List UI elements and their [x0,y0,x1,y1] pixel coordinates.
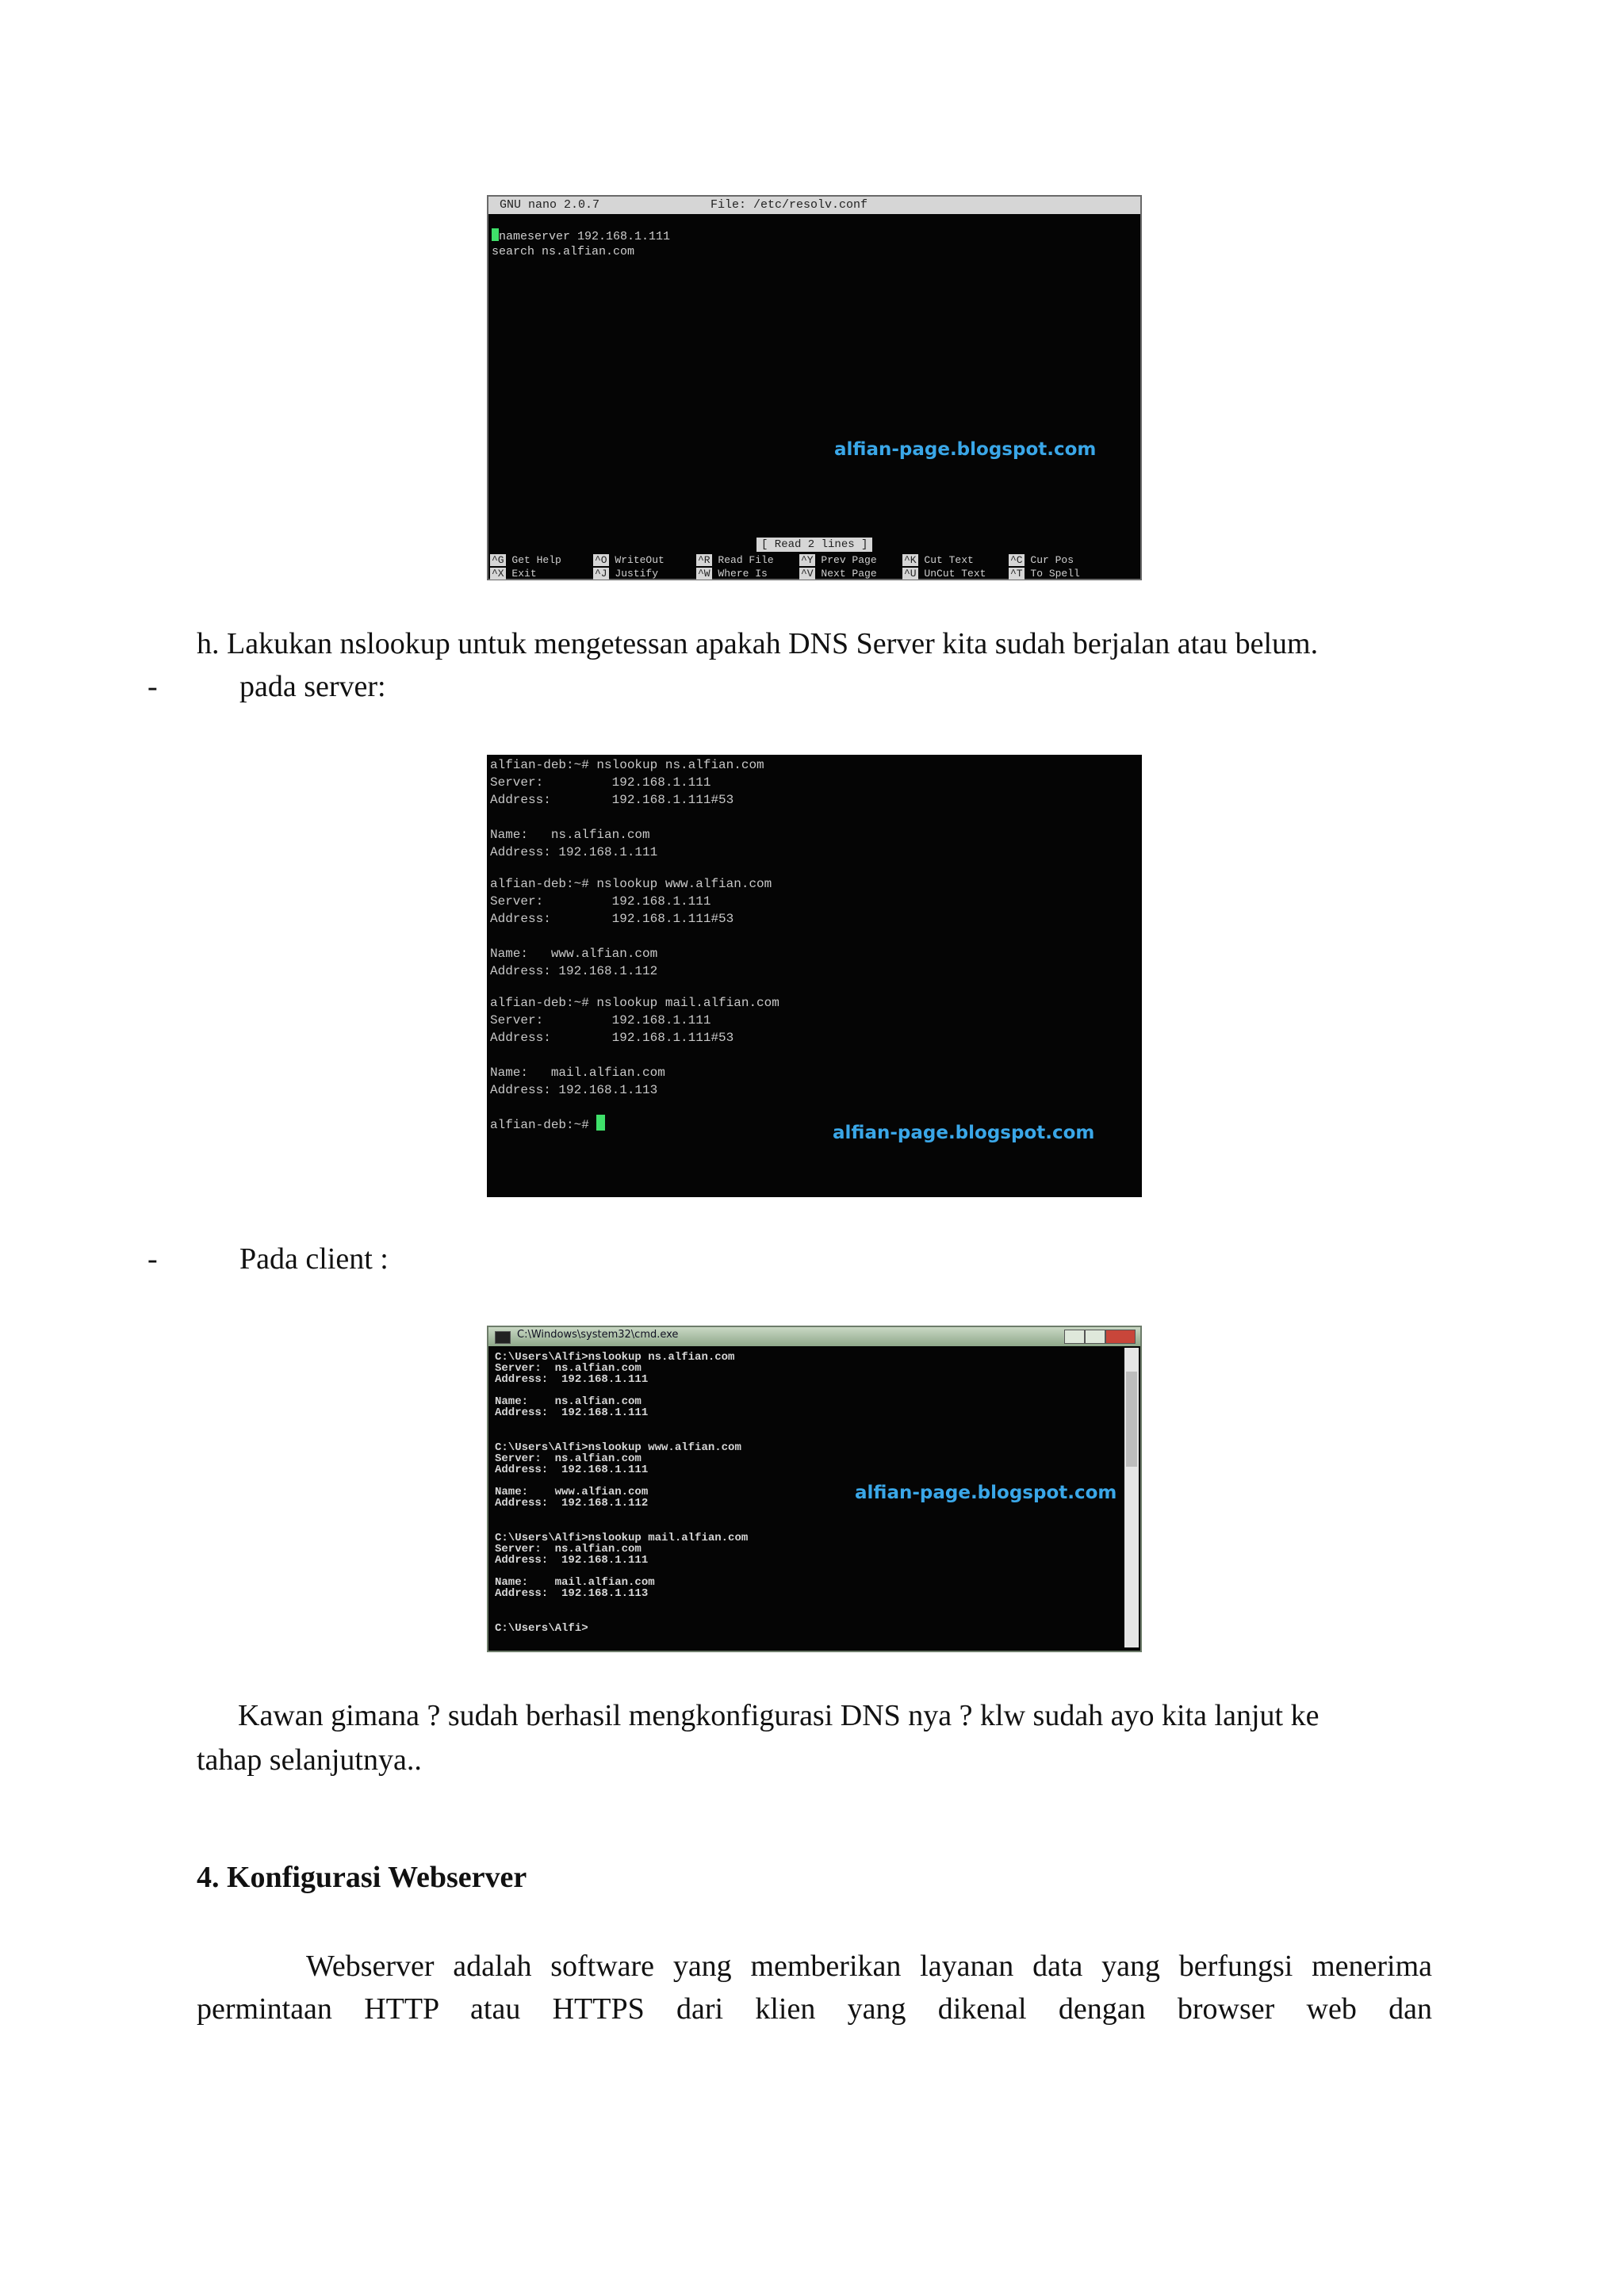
cmd-line: Address: 192.168.1.111 [495,1554,649,1567]
close-button[interactable] [1105,1330,1136,1344]
watermark-text: alfian-page.blogspot.com [833,1123,1095,1143]
nano-shortcut-bar [488,553,1140,580]
cursor-block [492,228,499,241]
terminal-line: alfian-deb:~# nslookup mail.alfian.com [490,996,779,1010]
cmd-line: Address: 192.168.1.111 [495,1373,649,1386]
terminal-line: Name: ns.alfian.com [490,828,650,842]
cmd-line: C:\Users\Alfi>nslookup mail.alfian.com [495,1532,749,1544]
nano-line: search ns.alfian.com [492,245,635,258]
cmd-line: C:\Users\Alfi>nslookup ns.alfian.com [495,1351,735,1364]
bullet-dash: - [147,670,158,703]
cmd-line: Server: ns.alfian.com [495,1452,642,1465]
nano-status: [ Read 2 lines ] [756,538,872,552]
nano-shortcut: ^G Get Help [492,554,561,566]
screenshot-client-cmd [487,1326,1142,1652]
watermark-text: alfian-page.blogspot.com [855,1483,1117,1503]
nano-title-right: File: /etc/resolv.conf [710,198,868,212]
terminal-line: Address: 192.168.1.113 [490,1083,658,1097]
closing-paragraph-line1: Kawan gimana ? sudah berhasil mengkonfigurasi DNS nya ? klw sudah ayo kita lanjut ke [238,1699,1320,1732]
cmd-window-icon [495,1331,511,1344]
cmd-line: C:\Users\Alfi> [495,1622,588,1635]
terminal-line: Address: 192.168.1.111#53 [490,1031,734,1045]
cmd-line: Address: 192.168.1.112 [495,1497,649,1510]
nano-title-left: GNU nano 2.0.7 [500,198,600,212]
closing-paragraph-line2: tahap selanjutnya.. [197,1743,422,1777]
nano-title-bar [488,197,1140,214]
screenshot-nano-resolv-conf [487,195,1142,580]
cmd-line: Server: ns.alfian.com [495,1543,642,1556]
nano-shortcut: ^O WriteOut [595,554,665,566]
cmd-line: Address: 192.168.1.113 [495,1587,649,1600]
section-heading: 4. Konfigurasi Webserver [197,1861,527,1894]
cmd-line: Name: ns.alfian.com [495,1395,642,1408]
cmd-line: Name: mail.alfian.com [495,1576,655,1589]
cmd-scrollbar[interactable] [1124,1348,1139,1647]
webserver-paragraph-line2: permintaan HTTP atau HTTPS dari klien yang dikenal dengan browser web dan [197,1992,1432,2026]
cmd-line: C:\Users\Alfi>nslookup www.alfian.com [495,1441,741,1454]
nano-shortcut: ^K Cut Text [904,554,974,566]
cmd-line: Address: 192.168.1.111 [495,1464,649,1476]
minimize-button[interactable] [1064,1330,1085,1344]
nano-shortcut: ^R Read File [698,554,774,566]
nano-shortcut: ^X Exit [492,568,537,580]
terminal-line: Server: 192.168.1.111 [490,775,711,790]
terminal-line: Address: 192.168.1.111#53 [490,912,734,926]
cmd-line: Name: www.alfian.com [495,1486,649,1498]
nano-shortcut: ^V Next Page [801,568,877,580]
cmd-window-title: C:\Windows\system32\cmd.exe [517,1329,679,1341]
terminal-line: Name: www.alfian.com [490,947,658,961]
nano-shortcut: ^C Cur Pos [1010,554,1074,566]
bullet-server-label: pada server: [239,670,386,703]
screenshot-server-terminal [487,755,1142,1197]
terminal-line: Address: 192.168.1.111 [490,845,658,859]
terminal-line: Name: mail.alfian.com [490,1066,665,1080]
nano-line: nameserver 192.168.1.111 [492,228,670,245]
nano-shortcut: ^Y Prev Page [801,554,877,566]
webserver-paragraph-line1: Webserver adalah software yang memberikan layanan data yang berfungsi menerima [306,1950,1432,1983]
cmd-title-bar [488,1327,1140,1346]
terminal-line: alfian-deb:~# nslookup www.alfian.com [490,877,772,891]
cmd-line: Address: 192.168.1.111 [495,1406,649,1419]
nano-shortcut: ^W Where Is [698,568,768,580]
nano-shortcut: ^J Justify [595,568,659,580]
terminal-line: Server: 192.168.1.111 [490,1013,711,1027]
terminal-line: Address: 192.168.1.112 [490,964,658,978]
nano-shortcut: ^U UnCut Text [904,568,986,580]
terminal-line: Server: 192.168.1.111 [490,894,711,909]
bullet-client-label: Pada client : [239,1242,389,1276]
terminal-prompt-line: alfian-deb:~# [490,1115,605,1134]
cursor-block [596,1115,605,1131]
terminal-line: alfian-deb:~# nslookup ns.alfian.com [490,758,764,772]
cmd-line: Server: ns.alfian.com [495,1362,642,1375]
terminal-line: Address: 192.168.1.111#53 [490,793,734,807]
maximize-button[interactable] [1085,1330,1105,1344]
watermark-text: alfian-page.blogspot.com [834,439,1097,460]
step-h-text: h. Lakukan nslookup untuk mengetessan apakah DNS Server kita sudah berjalan atau belum. [197,627,1319,660]
cmd-scrollbar-thumb[interactable] [1126,1372,1137,1467]
bullet-dash: - [147,1242,158,1276]
nano-shortcut: ^T To Spell [1010,568,1080,580]
